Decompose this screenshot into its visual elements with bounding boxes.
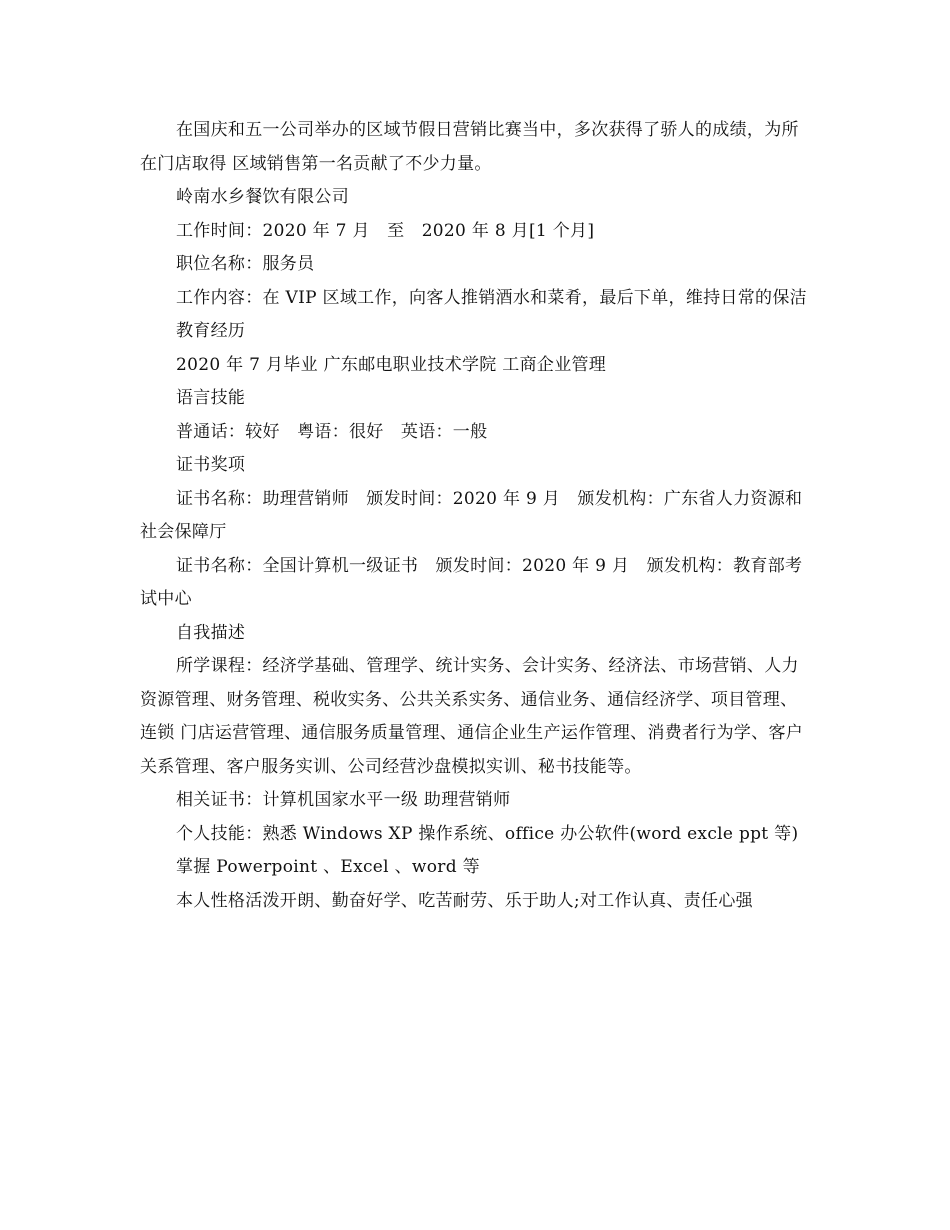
paragraph-related-certificates: 相关证书：计算机国家水平一级 助理营销师 xyxy=(176,790,511,810)
section-heading-certificates: 证书奖项 xyxy=(176,455,246,475)
paragraph-courses: 所学课程：经济学基础、管理学、统计实务、会计实务、经济法、市场营销、人力资源管理、财务管理、税收实务、公共关系实务、通信业务、通信经济学、项目管理、连锁 门店运营管理、通信服务质量管理、通信企业生产运作管理、消费者行为学、客户关系管理、客户服务实训、公司经营沙盘模拟实训、秘书技能等。 xyxy=(140,656,804,777)
section-heading-education: 教育经历 xyxy=(176,321,246,341)
paragraph-education: 2020 年 7 月毕业 广东邮电职业技术学院 工商企业管理 xyxy=(176,354,607,375)
paragraph-work-period: 工作时间：2020 年 7 月 至 2020 年 8 月[1 个月] xyxy=(176,220,595,241)
paragraph-personal-skills: 个人技能：熟悉 Windows XP 操作系统、office 办公软件(word excle ppt 等) xyxy=(176,823,799,844)
paragraph-certificate-2: 证书名称：全国计算机一级证书 颁发时间：2020 年 9 月 颁发机构：教育部考试中心 xyxy=(140,555,803,609)
paragraph-language: 普通话：较好 粤语：很好 英语：一般 xyxy=(176,421,488,442)
section-heading-language: 语言技能 xyxy=(176,388,246,408)
paragraph-software-skills: 掌握 Powerpoint 、Excel 、word 等 xyxy=(176,857,480,877)
document-body xyxy=(140,114,812,918)
paragraph-company-name: 岭南水乡餐饮有限公司 xyxy=(176,187,349,207)
paragraph-competition-achievement: 在国庆和五一公司举办的区域节假日营销比赛当中，多次获得了骄人的成绩，为所在门店取得 区域销售第一名贡献了不少力量。 xyxy=(140,120,799,174)
section-heading-self-description: 自我描述 xyxy=(176,622,246,643)
paragraph-job-content: 工作内容：在 VIP 区域工作，向客人推销酒水和菜肴，最后下单，维持日常的保洁 xyxy=(176,287,807,308)
paragraph-certificate-1: 证书名称：助理营销师 颁发时间：2020 年 9 月 颁发机构：广东省人力资源和社会保障厅 xyxy=(140,488,803,542)
paragraph-job-title: 职位名称：服务员 xyxy=(176,254,315,274)
paragraph-personality: 本人性格活泼开朗、勤奋好学、吃苦耐劳、乐于助人;对工作认真、责任心强 xyxy=(176,890,753,911)
